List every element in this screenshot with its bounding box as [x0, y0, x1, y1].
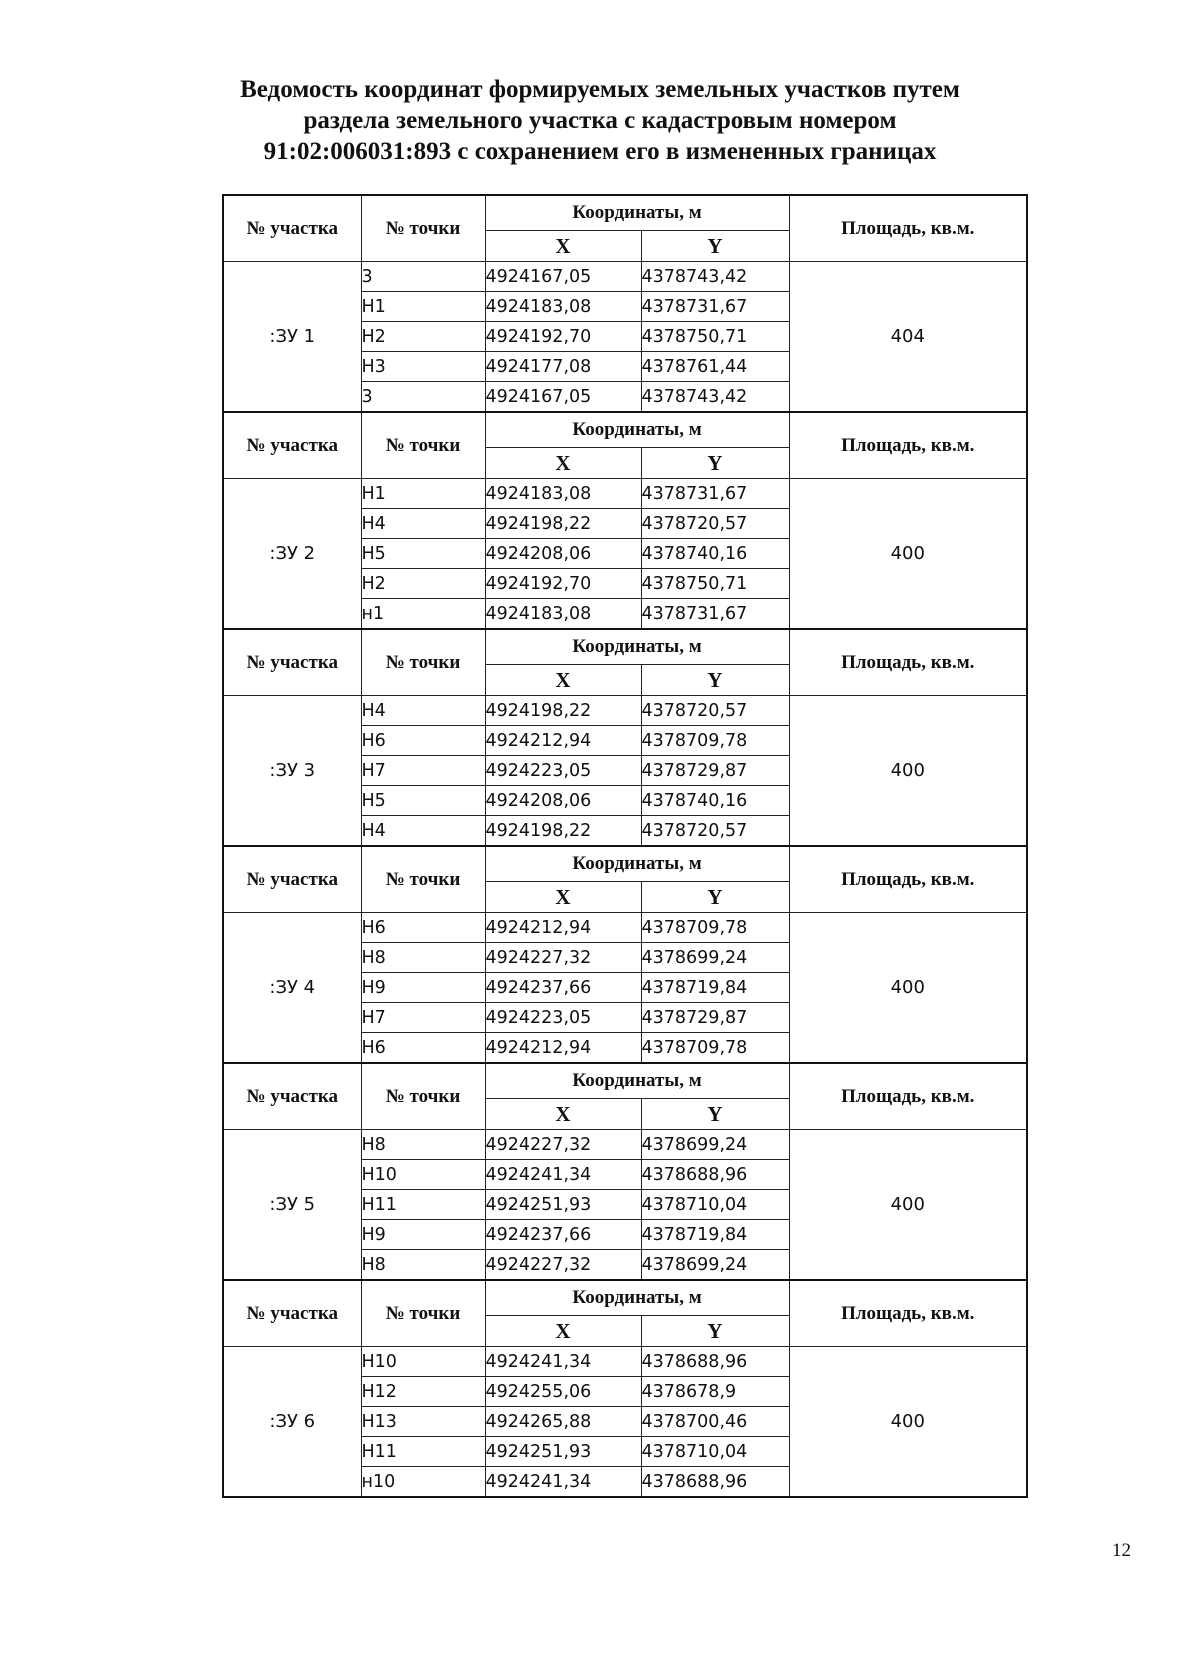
header-coordinates: Координаты, м	[485, 1280, 789, 1316]
header-coordinates: Координаты, м	[485, 412, 789, 448]
coord-y: 4378761,44	[641, 352, 789, 382]
coord-y: 4378688,96	[641, 1467, 789, 1498]
parcel-name: :ЗУ 1	[223, 262, 361, 413]
coord-x: 4924251,93	[485, 1437, 641, 1467]
coord-x: 4924223,05	[485, 756, 641, 786]
coord-x: 4924212,94	[485, 726, 641, 756]
coord-y: 4378719,84	[641, 973, 789, 1003]
point-id: Н8	[361, 1130, 485, 1160]
point-id: Н11	[361, 1190, 485, 1220]
header-row	[223, 629, 1027, 665]
point-id: Н3	[361, 352, 485, 382]
point-id: Н9	[361, 973, 485, 1003]
title-line-1: Ведомость координат формируемых земельных участков путем	[240, 76, 960, 103]
coord-x: 4924183,08	[485, 599, 641, 630]
header-y: Y	[641, 665, 789, 696]
header-point: № точки	[361, 846, 485, 913]
coord-x: 4924208,06	[485, 539, 641, 569]
table-row	[223, 1347, 1027, 1377]
header-x: X	[485, 882, 641, 913]
header-y: Y	[641, 1316, 789, 1347]
point-id: Н8	[361, 943, 485, 973]
parcel-name: :ЗУ 2	[223, 479, 361, 630]
parcel-name: :ЗУ 6	[223, 1347, 361, 1498]
header-y: Y	[641, 231, 789, 262]
coord-x: 4924237,66	[485, 973, 641, 1003]
title-line-3: 91:02:006031:893 с сохранением его в измененных границах	[263, 138, 937, 165]
coord-x: 4924192,70	[485, 322, 641, 352]
header-y: Y	[641, 1099, 789, 1130]
coord-x: 4924212,94	[485, 1033, 641, 1064]
coord-y: 4378740,16	[641, 786, 789, 816]
coord-y: 4378709,78	[641, 1033, 789, 1064]
point-id: Н6	[361, 726, 485, 756]
parcel-area: 400	[789, 1347, 1027, 1498]
parcel-table	[222, 411, 1028, 630]
point-id: Н9	[361, 1220, 485, 1250]
coord-y: 4378709,78	[641, 726, 789, 756]
header-area: Площадь, кв.м.	[789, 1063, 1027, 1130]
header-y: Y	[641, 882, 789, 913]
coord-y: 4378743,42	[641, 382, 789, 413]
point-id: Н4	[361, 696, 485, 726]
header-row	[223, 412, 1027, 448]
point-id: Н12	[361, 1377, 485, 1407]
coord-x: 4924265,88	[485, 1407, 641, 1437]
header-x: X	[485, 448, 641, 479]
coord-x: 4924208,06	[485, 786, 641, 816]
coord-x: 4924167,05	[485, 262, 641, 292]
document-title	[150, 74, 1050, 167]
coord-x: 4924255,06	[485, 1377, 641, 1407]
coord-x: 4924192,70	[485, 569, 641, 599]
coord-y: 4378710,04	[641, 1437, 789, 1467]
parcel-area: 400	[789, 696, 1027, 847]
point-id: Н7	[361, 1003, 485, 1033]
header-row	[223, 195, 1027, 231]
coord-y: 4378699,24	[641, 1130, 789, 1160]
coord-y: 4378678,9	[641, 1377, 789, 1407]
header-x: X	[485, 231, 641, 262]
parcel-table	[222, 1062, 1028, 1281]
point-id: Н6	[361, 1033, 485, 1064]
coord-y: 4378710,04	[641, 1190, 789, 1220]
point-id: Н5	[361, 786, 485, 816]
point-id: Н8	[361, 1250, 485, 1281]
point-id: 3	[361, 262, 485, 292]
coord-y: 4378740,16	[641, 539, 789, 569]
point-id: Н11	[361, 1437, 485, 1467]
header-area: Площадь, кв.м.	[789, 412, 1027, 479]
coord-x: 4924183,08	[485, 479, 641, 509]
point-id: н10	[361, 1467, 485, 1498]
header-y: Y	[641, 448, 789, 479]
title-line-2: раздела земельного участка с кадастровым номером	[303, 107, 897, 134]
header-coordinates: Координаты, м	[485, 846, 789, 882]
parcel-area: 400	[789, 1130, 1027, 1281]
point-id: Н1	[361, 479, 485, 509]
point-id: н1	[361, 599, 485, 630]
header-coordinates: Координаты, м	[485, 1063, 789, 1099]
coord-x: 4924198,22	[485, 696, 641, 726]
coord-x: 4924198,22	[485, 509, 641, 539]
header-area: Площадь, кв.м.	[789, 195, 1027, 262]
coord-y: 4378729,87	[641, 1003, 789, 1033]
parcel-name: :ЗУ 3	[223, 696, 361, 847]
coord-y: 4378720,57	[641, 696, 789, 726]
coord-y: 4378729,87	[641, 756, 789, 786]
table-row	[223, 1130, 1027, 1160]
table-row	[223, 262, 1027, 292]
point-id: Н2	[361, 569, 485, 599]
point-id: Н4	[361, 816, 485, 847]
coord-y: 4378700,46	[641, 1407, 789, 1437]
coord-y: 4378688,96	[641, 1347, 789, 1377]
parcel-name: :ЗУ 5	[223, 1130, 361, 1281]
header-area: Площадь, кв.м.	[789, 1280, 1027, 1347]
parcel-name: :ЗУ 4	[223, 913, 361, 1064]
coord-x: 4924212,94	[485, 913, 641, 943]
header-x: X	[485, 665, 641, 696]
header-parcel: № участка	[223, 412, 361, 479]
coord-x: 4924241,34	[485, 1347, 641, 1377]
header-parcel: № участка	[223, 195, 361, 262]
coord-y: 4378731,67	[641, 479, 789, 509]
coord-x: 4924241,34	[485, 1467, 641, 1498]
coord-y: 4378750,71	[641, 322, 789, 352]
header-point: № точки	[361, 195, 485, 262]
coord-x: 4924227,32	[485, 943, 641, 973]
header-row	[223, 1280, 1027, 1316]
coordinates-tables	[222, 194, 1026, 1498]
header-coordinates: Координаты, м	[485, 629, 789, 665]
point-id: Н7	[361, 756, 485, 786]
coord-y: 4378699,24	[641, 943, 789, 973]
header-parcel: № участка	[223, 1063, 361, 1130]
point-id: Н4	[361, 509, 485, 539]
header-parcel: № участка	[223, 629, 361, 696]
parcel-area: 404	[789, 262, 1027, 413]
header-parcel: № участка	[223, 1280, 361, 1347]
parcel-area: 400	[789, 913, 1027, 1064]
parcel-table	[222, 194, 1028, 413]
coord-x: 4924177,08	[485, 352, 641, 382]
header-point: № точки	[361, 1280, 485, 1347]
coord-y: 4378719,84	[641, 1220, 789, 1250]
header-point: № точки	[361, 412, 485, 479]
coord-y: 4378731,67	[641, 292, 789, 322]
coord-x: 4924241,34	[485, 1160, 641, 1190]
header-area: Площадь, кв.м.	[789, 629, 1027, 696]
coord-y: 4378750,71	[641, 569, 789, 599]
coord-y: 4378743,42	[641, 262, 789, 292]
point-id: Н1	[361, 292, 485, 322]
parcel-table	[222, 628, 1028, 847]
header-row	[223, 846, 1027, 882]
coord-y: 4378688,96	[641, 1160, 789, 1190]
coord-x: 4924183,08	[485, 292, 641, 322]
coord-y: 4378720,57	[641, 509, 789, 539]
coord-y: 4378720,57	[641, 816, 789, 847]
point-id: Н13	[361, 1407, 485, 1437]
coord-x: 4924251,93	[485, 1190, 641, 1220]
header-x: X	[485, 1316, 641, 1347]
coord-x: 4924167,05	[485, 382, 641, 413]
point-id: 3	[361, 382, 485, 413]
point-id: Н10	[361, 1347, 485, 1377]
header-x: X	[485, 1099, 641, 1130]
parcel-table	[222, 1279, 1028, 1498]
header-area: Площадь, кв.м.	[789, 846, 1027, 913]
table-row	[223, 696, 1027, 726]
point-id: Н5	[361, 539, 485, 569]
coord-y: 4378699,24	[641, 1250, 789, 1281]
page-number: 12	[1112, 1540, 1131, 1561]
coord-y: 4378709,78	[641, 913, 789, 943]
coord-x: 4924227,32	[485, 1250, 641, 1281]
header-row	[223, 1063, 1027, 1099]
header-point: № точки	[361, 1063, 485, 1130]
header-parcel: № участка	[223, 846, 361, 913]
coord-x: 4924223,05	[485, 1003, 641, 1033]
coord-x: 4924227,32	[485, 1130, 641, 1160]
point-id: Н2	[361, 322, 485, 352]
header-point: № точки	[361, 629, 485, 696]
header-coordinates: Координаты, м	[485, 195, 789, 231]
coord-x: 4924237,66	[485, 1220, 641, 1250]
parcel-table	[222, 845, 1028, 1064]
coord-x: 4924198,22	[485, 816, 641, 847]
table-row	[223, 913, 1027, 943]
point-id: Н10	[361, 1160, 485, 1190]
table-row	[223, 479, 1027, 509]
point-id: Н6	[361, 913, 485, 943]
coord-y: 4378731,67	[641, 599, 789, 630]
parcel-area: 400	[789, 479, 1027, 630]
